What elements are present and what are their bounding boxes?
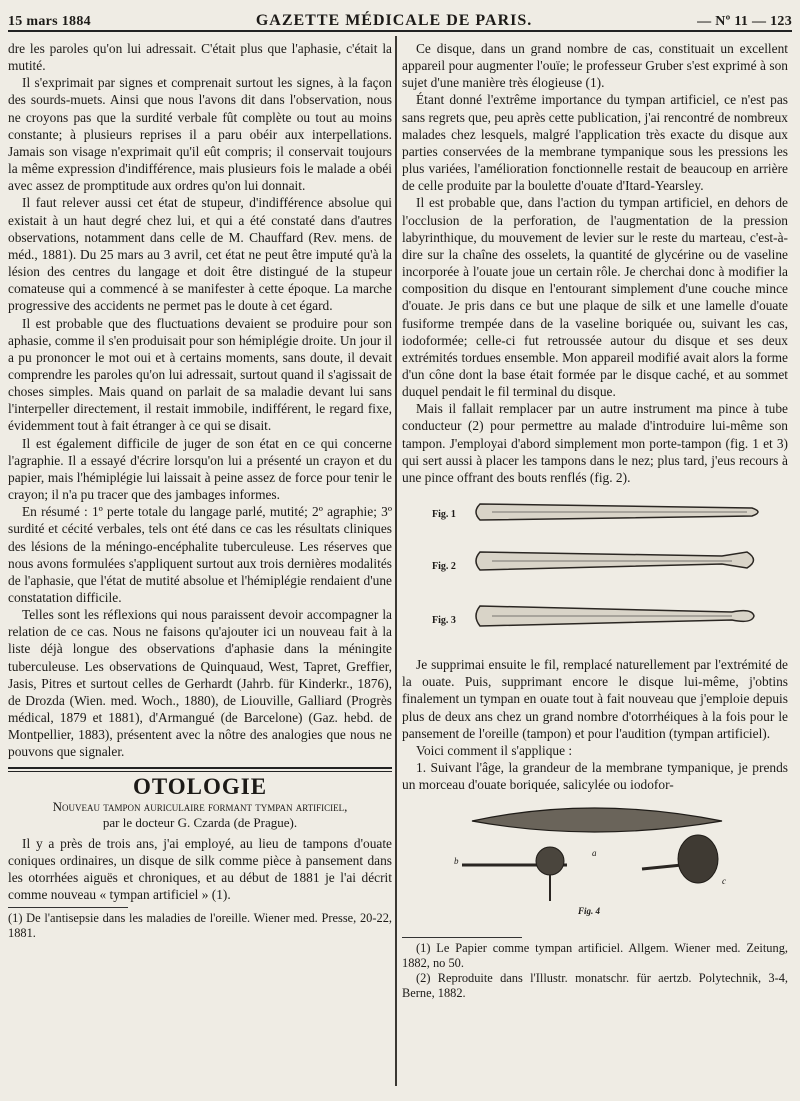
tympan-b-icon <box>462 847 567 901</box>
footnote-rule <box>402 937 522 938</box>
fig-4-b-label: b <box>454 856 459 867</box>
section-rule <box>8 767 392 772</box>
section-heading: OTOLOGIE <box>132 773 268 799</box>
fig-1-label: Fig. 1 <box>432 509 456 521</box>
header-date: 15 mars 1884 <box>8 14 91 29</box>
paragraph: Il y a près de trois ans, j'ai employé, au lieu de tampons d'ouate coniques ordinaires, un disque de silk comme pièce à pansement dans les otorrhées aiguës et chroniques, et au début de 1881 je l'ai décrit comme nouveau « tympan artificiel » (1). <box>8 835 392 903</box>
left-column <box>8 40 392 941</box>
forceps-fig3-icon <box>476 606 754 626</box>
paragraph: Telles sont les réflexions qui nous paraissent devoir accompagner la relation de ce cas. Nous ne faisons qu'ajouter ici un nouveau fait à la liste déjà longue des observations d'aphasie dans la méningite tuberculeuse. Les observations de Quinquaud, West, Tapret, Greffier, Jasis, Pitres et surtout celles de Gerhardt (Jahrb. für Kinderkr., 1876), de Drozda (Wien. med. Woch., 1880), de Liouville, Galliard (Progrès médical, 1879 et 1881), d'Armangué (de Barcelone) (Gaz. hebd. de Montpellier, 1883), présentent avec la nôtre des analogies que nous ne pouvons que signaler. <box>8 607 392 760</box>
journal-title: GAZETTE MÉDICALE DE PARIS. <box>255 12 533 29</box>
paragraph: Étant donné l'extrême importance du tympan artificiel, ce n'est pas sans regrets que, peu après cette publication, j'ai rencontré de nombreux malades chez lesquels, malgré l'application très exacte du disque aux parties conservées de la membrane tympanique sous les pressions les plus variées, l'amélioration fonctionnelle restait de beaucoup en arrière de celle produite par la boulette d'ouate d'Itard-Yearsley. <box>402 92 788 194</box>
paragraph: dre les paroles qu'on lui adressait. C'était plus que l'aphasie, c'était la mutité. <box>8 41 392 74</box>
footnote-rule <box>8 907 128 908</box>
paragraph: En résumé : 1º perte totale du langage parlé, mutité; 2º agraphie; 3º surdité et cécité verbales, tels ont été dans ce cas les résultats cliniques des lésions de la méningo-encéphalite tuberculeuse. Les réserves que nous avons formulées s'appliquent surtout aux trois dernières modalités de l'aphasie, que l'état de mutité absolue et l'hémiplégie rendaient d'une constatation difficile. <box>8 504 392 605</box>
fig-4-c-label: c <box>722 876 726 887</box>
paragraph: Voici comment il s'applique : <box>416 742 573 758</box>
right-column <box>402 40 788 1001</box>
fig-3-label: Fig. 3 <box>432 615 456 627</box>
tympan-c-icon <box>642 835 718 883</box>
paragraph: Ce disque, dans un grand nombre de cas, constituait un excellent appareil pour augmenter l'ouïe; le professeur Gruber s'est exprimé à son sujet d'une manière très élogieuse (1). <box>402 41 788 91</box>
paragraph: 1. Suivant l'âge, la grandeur de la membrane tympanique, je prends un morceau d'ouate boriquée, salicylée ou iodofor- <box>402 760 788 793</box>
paragraph: Il est probable que des fluctuations devaient se produire pour son aphasie, comme il s'en produisait pour son hémiplégie droite. Un jour il a pu prononcer le mot oui et à certains moments, sans doute, il devait comprendre les paroles qu'on lui adressait, surtout quand il s'agissait de choses simples. Mais quand on parlait de sa maladie devant lui sans l'interpeller directement, il restait immobile, indifférent, le regard fixe, évidemment tout à fait étranger à ce qui se disait. <box>8 315 392 434</box>
paragraph: Il s'exprimait par signes et comprenait surtout les signes, à la façon des sourds-muets. Ainsi que nous l'avons dit dans l'observation, nous ne croyons pas que la surdité verbale fût complète ou tout au moins constante; à plusieurs reprises il a paru obéir aux interpellations. Jamais son visage n'exprimait qu'il eût compris; il conservait toujours la même expression d'indifférence, mais plusieurs fois le malade a obéi avec assez de promptitude aux ordres qu'on lui donnait. <box>8 75 392 194</box>
article-title: Nouveau tampon auriculaire formant tympan artificiel, <box>52 798 348 814</box>
instrument-drawings <box>402 494 788 644</box>
figure-4 <box>402 799 788 927</box>
paragraph: Il est également difficile de juger de son état en ce qui concerne l'agraphie. Il a essayé d'écrire lorsqu'on lui a présenté un crayon et du papier, mais l'hémiplégie lui laissait à peine assez de force pour tenir le crayon; il n'a pu tracer que des jambages informes. <box>8 435 392 503</box>
article-author: par le docteur G. Czarda (de Prague). <box>102 814 298 830</box>
fig-4-label: Fig. 4 <box>578 906 601 917</box>
footnote: (1) Le Papier comme tympan artificiel. Allgem. Wiener med. Zeitung, 1882, no 50. <box>402 941 788 971</box>
paragraph: Mais il fallait remplacer par un autre instrument ma pince à tube conducteur (2) pour permettre au malade d'introduire lui-même son tampon. J'employai d'abord simplement mon porte-tampon (fig. 1 et 3) qui sert aussi à placer les tampons dans le nez; plus tard, j'eus recours à une pince offrant des bouts renflés (fig. 2). <box>402 401 788 485</box>
figure-instruments <box>402 494 788 644</box>
fig-4-a-label: a <box>592 848 597 859</box>
cotton-spindle-icon <box>472 808 722 832</box>
footnote: (1) De l'antisepsie dans les maladies de l'oreille. Wiener med. Presse, 20-22, 1881. <box>8 911 392 941</box>
paragraph: Il est probable que, dans l'action du tympan artificiel, en dehors de l'occlusion de la perforation, de l'augmentation de la pression labyrinthique, du mouvement de levier sur le reste du marteau, c'est-à-dire sur la chaîne des osselets, la quantité de glycérine ou de vaseline incorporée à l'ouate joue un certain rôle. Je cherchai donc à modifier la composition du disque en l'entourant simplement d'une couche mince d'ouate. Je pris dans ce but une plaque de silk et une lamelle d'ouate fusiforme trempée dans de la vaseline boriquée ou, suivant les cas, iodoformée; celle-ci fut retroussée autour du disque et ses deux extrémités tordues ensemble. Mon appareil modifié avait alors la forme d'un cône dont la base était formée par le disque caché, et au sommet duquel pendait le fil terminal du disque. <box>402 195 788 400</box>
forceps-fig1-icon <box>476 504 758 520</box>
column-divider <box>395 36 397 1086</box>
fig-2-label: Fig. 2 <box>432 561 456 573</box>
forceps-fig2-icon <box>476 552 754 570</box>
footnote: (2) Reproduite dans l'Illustr. monatschr. für aertzb. Polytechnik, 3-4, Berne, 1882. <box>402 971 788 1001</box>
paragraph: Je supprimai ensuite le fil, remplacé naturellement par l'extrémité de la ouate. Puis, supprimant encore le disque lui-même, j'obtins finalement un tympan en ouate tout à fait nouveau que j'emploie depuis plus de deux ans chez un grand nombre d'otorrhéiques à la fois pour le pansement de l'oreille (tampon) et pour l'audition (tympan artificiel). <box>402 657 788 741</box>
header-issue: — Nº 11 — 123 <box>697 14 792 29</box>
paragraph: Il faut relever aussi cet état de stupeur, d'indifférence absolue qui existait à un haut degré chez lui, et qui a été constaté dans d'autres observations, notamment dans celle de M. Chauffard (Rev. mens. de méd., 1881). Du 25 mars au 3 avril, cet état ne peut être imputé qu'à la lésion des centres du langage et doit être distingué de la stupeur comateuse qui a commencé à se manifester à cette époque. La marche progressive des accidents ne permet pas le doute à cet égard. <box>8 195 392 314</box>
page-header <box>8 8 792 32</box>
